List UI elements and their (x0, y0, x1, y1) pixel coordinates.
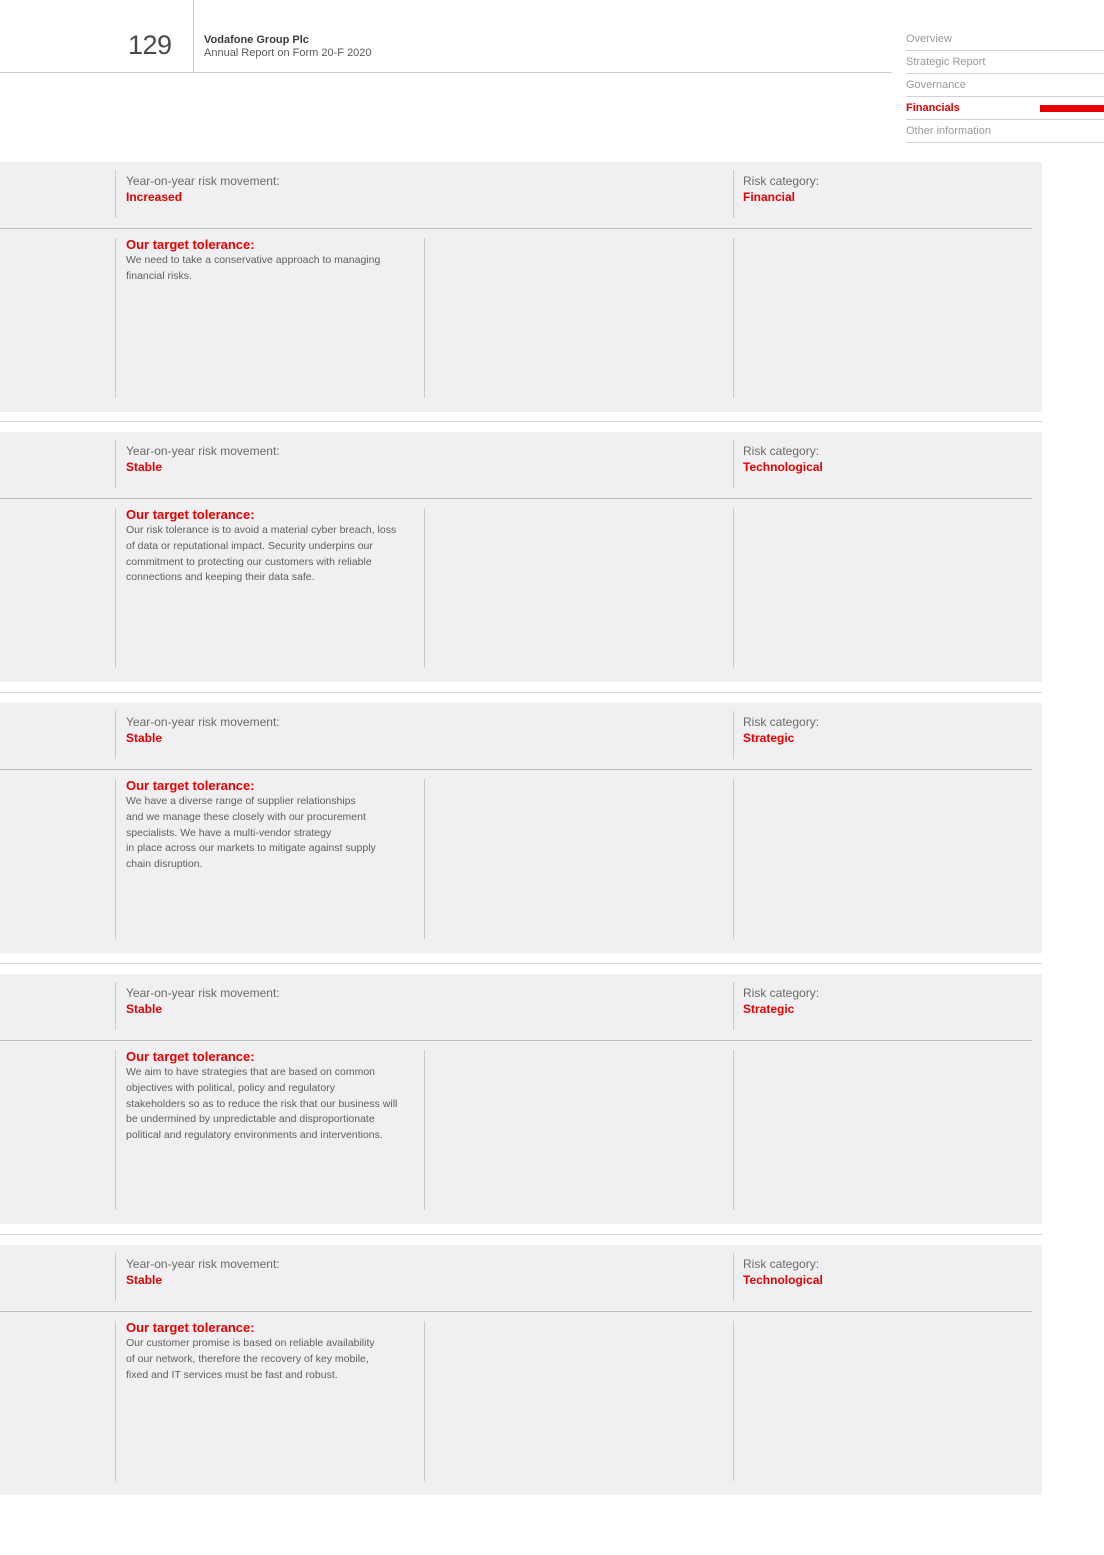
target-tolerance-heading: Our target tolerance: (126, 1049, 255, 1064)
tolerance-line: objectives with political, policy and regulatory (126, 1081, 335, 1094)
target-tolerance-heading: Our target tolerance: (126, 507, 255, 522)
risk-movement-label: Year-on-year risk movement: (126, 444, 280, 458)
column-divider (115, 170, 116, 218)
nav-item-overview[interactable] (906, 28, 1104, 51)
column-divider (115, 711, 116, 759)
card-rule (0, 228, 1032, 229)
card-rule (0, 769, 1032, 770)
target-tolerance-heading: Our target tolerance: (126, 778, 255, 793)
risk-card (0, 974, 1042, 1224)
risk-category-label: Risk category: (743, 174, 820, 188)
column-divider (115, 440, 116, 488)
section-nav (906, 28, 1104, 143)
nav-item-financials[interactable] (906, 97, 1104, 120)
column-divider (115, 1050, 116, 1210)
risk-card (0, 432, 1042, 682)
card-separator (0, 692, 1042, 693)
card-separator (0, 963, 1042, 964)
column-divider (115, 982, 116, 1030)
nav-item-label: Overview (906, 33, 952, 45)
risk-category-label: Risk category: (743, 444, 820, 458)
target-tolerance-text (126, 794, 418, 873)
tolerance-line: stakeholders so as to reduce the risk that our business will (126, 1097, 398, 1110)
nav-item-label: Governance (906, 79, 966, 91)
column-divider (424, 1050, 425, 1210)
risk-movement-label: Year-on-year risk movement: (126, 986, 280, 1000)
risk-movement-label: Year-on-year risk movement: (126, 174, 280, 188)
tolerance-line: specialists. We have a multi-vendor strategy (126, 826, 332, 839)
risk-card (0, 162, 1042, 412)
company-name: Vodafone Group Plc (204, 34, 309, 46)
column-divider (733, 982, 734, 1030)
risk-movement-value: Stable (126, 460, 163, 474)
tolerance-line: connections and keeping their data safe. (126, 571, 315, 584)
risk-movement-value: Increased (126, 190, 183, 204)
column-divider (424, 238, 425, 398)
target-tolerance-text (126, 523, 418, 586)
risk-card (0, 1245, 1042, 1495)
column-divider (115, 508, 116, 668)
column-divider (424, 779, 425, 939)
target-tolerance-text (126, 1065, 418, 1144)
tolerance-line: Our risk tolerance is to avoid a material cyber breach, loss (126, 524, 397, 536)
card-separator (0, 1234, 1042, 1235)
tolerance-line: fixed and IT services must be fast and robust. (126, 1368, 338, 1381)
risk-category-value: Technological (743, 460, 823, 474)
column-divider (115, 1321, 116, 1481)
tolerance-line: of our network, therefore the recovery of key mobile, (126, 1352, 369, 1365)
tolerance-line: commitment to protecting our customers with reliable (126, 555, 372, 568)
tolerance-line: in place across our markets to mitigate against supply (126, 842, 376, 855)
card-rule (0, 498, 1032, 499)
header-divider (193, 0, 194, 72)
column-divider (115, 238, 116, 398)
risk-movement-label: Year-on-year risk movement: (126, 1257, 280, 1271)
column-divider (733, 170, 734, 218)
tolerance-line: and we manage these closely with our procurement (126, 810, 366, 823)
column-divider (733, 508, 734, 668)
nav-item-other-information[interactable] (906, 120, 1104, 143)
risk-category-value: Technological (743, 1273, 823, 1287)
card-separator (0, 421, 1042, 422)
column-divider (733, 711, 734, 759)
nav-item-label: Strategic Report (906, 56, 986, 68)
card-rule (0, 1040, 1032, 1041)
tolerance-line: political and regulatory environments and interventions. (126, 1129, 383, 1142)
target-tolerance-heading: Our target tolerance: (126, 237, 255, 252)
card-rule (0, 1311, 1032, 1312)
target-tolerance-heading: Our target tolerance: (126, 1320, 255, 1335)
column-divider (733, 1050, 734, 1210)
tolerance-line: of data or reputational impact. Security underpins our (126, 539, 373, 552)
column-divider (733, 779, 734, 939)
column-divider (733, 1253, 734, 1301)
risk-category-value: Strategic (743, 1002, 795, 1016)
column-divider (424, 1321, 425, 1481)
tolerance-line: We need to take a conservative approach to managing (126, 254, 381, 266)
risk-category-label: Risk category: (743, 715, 820, 729)
page-number: 129 (128, 30, 172, 60)
nav-item-label: Financials (906, 102, 960, 114)
risk-category-label: Risk category: (743, 1257, 820, 1271)
risk-category-value: Financial (743, 190, 796, 204)
active-section-marker (1040, 105, 1104, 112)
column-divider (733, 1321, 734, 1481)
risk-movement-value: Stable (126, 731, 163, 745)
tolerance-line: We have a diverse range of supplier relationships (126, 795, 356, 807)
risk-movement-label: Year-on-year risk movement: (126, 715, 280, 729)
nav-item-label: Other information (906, 125, 991, 137)
risk-movement-value: Stable (126, 1273, 163, 1287)
risk-category-label: Risk category: (743, 986, 820, 1000)
nav-item-strategic-report[interactable] (906, 51, 1104, 74)
column-divider (115, 1253, 116, 1301)
tolerance-line: financial risks. (126, 269, 192, 282)
tolerance-line: be undermined by unpredictable and disproportionate (126, 1113, 375, 1126)
nav-item-governance[interactable] (906, 74, 1104, 97)
target-tolerance-text (126, 253, 418, 285)
risk-category-value: Strategic (743, 731, 795, 745)
column-divider (115, 779, 116, 939)
column-divider (733, 238, 734, 398)
target-tolerance-text (126, 1336, 418, 1383)
risk-movement-value: Stable (126, 1002, 163, 1016)
tolerance-line: We aim to have strategies that are based on common (126, 1066, 376, 1078)
tolerance-line: Our customer promise is based on reliable availability (126, 1337, 375, 1349)
report-title: Annual Report on Form 20-F 2020 (204, 47, 372, 59)
tolerance-line: chain disruption. (126, 858, 203, 871)
header-rule (0, 72, 892, 73)
risk-card (0, 703, 1042, 953)
column-divider (733, 440, 734, 488)
column-divider (424, 508, 425, 668)
